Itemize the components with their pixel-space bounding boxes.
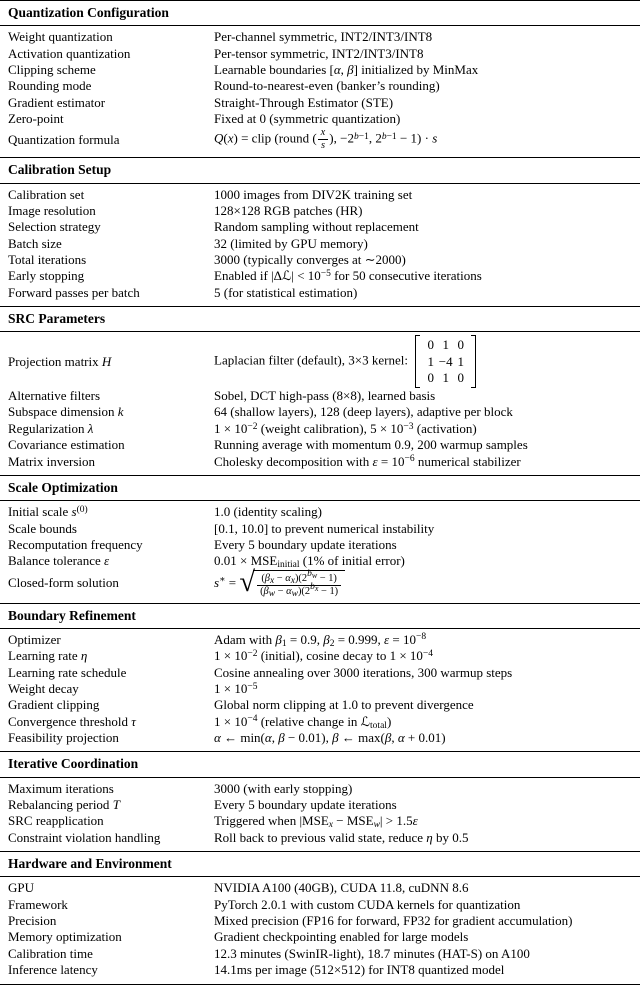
- value-cell: $1 \times 10^{-5}$: [214, 680, 258, 696]
- value-cell: Adam with $\beta_1 = 0.9$, $\beta_2 = 0.999$, $\varepsilon = 10^{-8}$: [214, 631, 427, 649]
- param-cell: Convergence threshold τ: [8, 713, 136, 729]
- param-cell: SRC reapplication: [8, 813, 104, 829]
- value-cell: Cosine annealing over 3000 iterations, 300 warmup steps: [214, 664, 513, 680]
- table-row: [0, 95, 640, 111]
- param-cell: Covariance estimation: [8, 437, 125, 453]
- param-cell: Projection matrix H: [8, 353, 112, 369]
- table-row: [0, 913, 640, 929]
- section-rows: [0, 629, 640, 752]
- value-cell: Learnable boundaries [α, β] initialized by MinMax: [214, 61, 479, 77]
- param-cell: Rebalancing period T: [8, 796, 120, 812]
- value-cell: Laplacian filter (default), 3×3 kernel: 0 1 0 1 −4 1 0 1 0: [214, 335, 632, 388]
- table-row: [0, 504, 640, 520]
- param-cell: Zero-point: [8, 111, 64, 127]
- param-cell: Quantization formula: [8, 131, 120, 147]
- param-cell: Calibration set: [8, 186, 85, 202]
- table-row: [0, 632, 640, 648]
- table-row: [0, 946, 640, 962]
- table-row: [0, 929, 640, 945]
- param-cell: Weight quantization: [8, 29, 113, 45]
- table-section: [0, 475, 640, 603]
- value-cell: Sobel, DCT high-pass (8×8), learned basis: [214, 388, 436, 404]
- table-row: [0, 46, 640, 62]
- table-row: [0, 897, 640, 913]
- table-row: [0, 781, 640, 797]
- section-header: Scale Optimization: [8, 479, 118, 495]
- value-cell: $1 \times 10^{-4}$ (relative change in ℒ$_{total}$): [214, 713, 392, 731]
- section-rows: [0, 778, 640, 852]
- section-rows: [0, 877, 640, 983]
- param-cell: Maximum iterations: [8, 780, 114, 796]
- value-cell: 14.1ms per image (512×512) for INT8 quantized model: [214, 962, 505, 978]
- value-cell: 5 (for statistical estimation): [214, 284, 358, 300]
- table-row: [0, 681, 640, 697]
- table-row: [0, 62, 640, 78]
- table-section: [0, 157, 640, 306]
- table-row: [0, 697, 640, 713]
- table-section: [0, 0, 640, 157]
- value-cell: 3000 (typically converges at ∼2000): [214, 252, 406, 268]
- table-row: [0, 127, 640, 152]
- param-cell: Regularization λ: [8, 420, 94, 436]
- value-cell: Enabled if |Δℒ| < $10^{-5}$ for 50 consecutive iterations: [214, 268, 482, 284]
- value-cell: Cholesky decomposition with $\varepsilon = 10^{-6}$ numerical stabilizer: [214, 453, 521, 469]
- table-row: [0, 268, 640, 284]
- param-cell: Scale bounds: [8, 520, 77, 536]
- value-cell: 128×128 RGB patches (HR): [214, 202, 363, 218]
- value-cell: Triggered when $|MSE_x - MSE_w| > 1.5\varepsilon$: [214, 813, 418, 831]
- table-row: [0, 665, 640, 681]
- param-cell: Memory optimization: [8, 929, 122, 945]
- param-cell: Forward passes per batch: [8, 284, 140, 300]
- table-row: [0, 236, 640, 252]
- value-cell: Per-tensor symmetric, INT2/INT3/INT8: [214, 45, 424, 61]
- param-cell: Learning rate schedule: [8, 664, 127, 680]
- value-cell: α ← min(α, β − 0.01), β ← max(β, α + 0.01): [214, 730, 446, 745]
- value-cell: Every 5 boundary update iterations: [214, 536, 397, 552]
- param-cell: Alternative filters: [8, 388, 101, 404]
- param-cell: Closed-form solution: [8, 575, 119, 591]
- table-bottom-rule: [0, 984, 640, 985]
- value-cell: Running average with momentum 0.9, 200 warmup samples: [214, 437, 528, 453]
- table-row: [0, 437, 640, 453]
- table-row: [0, 421, 640, 437]
- value-cell: NVIDIA A100 (40GB), CUDA 11.8, cuDNN 8.6: [214, 880, 469, 896]
- table-row: [0, 78, 640, 94]
- section-header: Iterative Coordination: [8, 756, 139, 772]
- table-row: [0, 537, 640, 553]
- table-row: [0, 285, 640, 301]
- table-row: [0, 187, 640, 203]
- table-row: [0, 404, 640, 420]
- param-cell: Gradient clipping: [8, 697, 100, 713]
- param-cell: Initial scale $s^{(0)}$: [8, 504, 88, 520]
- table-row: [0, 203, 640, 219]
- table-row: [0, 553, 640, 569]
- param-cell: Learning rate η: [8, 648, 88, 664]
- param-cell: Feasibility projection: [8, 730, 119, 745]
- value-cell: 1000 images from DIV2K training set: [214, 186, 413, 202]
- param-cell: Image resolution: [8, 202, 96, 218]
- value-cell: 32 (limited by GPU memory): [214, 235, 368, 251]
- param-cell: Early stopping: [8, 268, 85, 284]
- section-rows: [0, 501, 640, 602]
- table-row: [0, 714, 640, 730]
- value-cell: Round-to-nearest-even (banker’s rounding): [214, 78, 440, 94]
- section-header: Boundary Refinement: [8, 607, 136, 623]
- table-section: [0, 603, 640, 752]
- value-cell: 3000 (with early stopping): [214, 780, 353, 796]
- value-cell: Roll back to previous valid state, reduce η by 0.5: [214, 829, 469, 845]
- param-cell: Recomputation frequency: [8, 536, 143, 552]
- value-cell: $1 \times 10^{-2}$ (initial), cosine decay to $1 \times 10^{-4}$: [214, 648, 434, 664]
- param-cell: Clipping scheme: [8, 61, 96, 77]
- value-cell: Random sampling without replacement: [214, 219, 419, 235]
- value-cell: Per-channel symmetric, INT2/INT3/INT8: [214, 29, 433, 45]
- value-cell: [0.1, 10.0] to prevent numerical instability: [214, 520, 435, 536]
- param-cell: Balance tolerance ε: [8, 553, 110, 569]
- section-rows: [0, 332, 640, 475]
- table-row: [0, 521, 640, 537]
- param-cell: Calibration time: [8, 945, 93, 961]
- section-header: Hardware and Environment: [8, 856, 172, 872]
- value-cell: 64 (shallow layers), 128 (deep layers), adaptive per block: [214, 404, 513, 420]
- value-cell: Q(x) = clip (round ( $\frac{x}{s}$ ), $-2^{b-1}$, $2^{b-1} - 1) \cdot s$: [214, 127, 438, 152]
- value-cell: s∗ = √ $\frac{(\beta_x - \alpha_x)(2^{b_w} - 1)}{(\beta_w - \alpha_w)(2^{b_x} - 1)}$: [214, 570, 632, 598]
- table-row: [0, 252, 640, 268]
- param-cell: Selection strategy: [8, 219, 101, 235]
- table-row: [0, 335, 640, 388]
- section-header: Calibration Setup: [8, 162, 112, 178]
- table-row: [0, 219, 640, 235]
- table-row: [0, 830, 640, 846]
- table-row: [0, 454, 640, 470]
- table-section: [0, 751, 640, 851]
- value-cell: Fixed at 0 (symmetric quantization): [214, 111, 401, 127]
- param-cell: Batch size: [8, 235, 62, 251]
- table-section: [0, 851, 640, 983]
- table-row: [0, 962, 640, 978]
- value-cell: Gradient checkpointing enabled for large models: [214, 929, 469, 945]
- param-cell: Subspace dimension k: [8, 404, 124, 420]
- param-cell: Optimizer: [8, 631, 61, 647]
- section-header: SRC Parameters: [8, 311, 106, 327]
- value-cell: Straight-Through Estimator (STE): [214, 94, 394, 110]
- section-rows: [0, 184, 640, 307]
- value-cell: Every 5 boundary update iterations: [214, 796, 397, 812]
- param-cell: Weight decay: [8, 680, 79, 696]
- param-cell: GPU: [8, 880, 35, 896]
- value-cell: $1 \times 10^{-2}$ (weight calibration), $5 \times 10^{-3}$ (activation): [214, 420, 477, 436]
- param-cell: Matrix inversion: [8, 453, 96, 469]
- value-cell: Mixed precision (FP16 for forward, FP32 for gradient accumulation): [214, 913, 573, 928]
- param-cell: Framework: [8, 896, 68, 912]
- param-cell: Inference latency: [8, 962, 98, 978]
- value-cell: 12.3 minutes (SwinIR-light), 18.7 minutes (HAT-S) on A100: [214, 945, 530, 961]
- param-cell: Gradient estimator: [8, 94, 106, 110]
- table-row: [0, 567, 640, 599]
- table-row: [0, 29, 640, 45]
- table-row: [0, 388, 640, 404]
- table-section: [0, 306, 640, 475]
- param-cell: Constraint violation handling: [8, 829, 161, 845]
- table-row: [0, 648, 640, 664]
- table-row: [0, 111, 640, 127]
- param-cell: Activation quantization: [8, 45, 131, 61]
- value-cell: PyTorch 2.0.1 with custom CUDA kernels for quantization: [214, 896, 521, 912]
- value-cell: $0.01 \times MSE_{initial}$ (1% of initial error): [214, 553, 405, 571]
- table-row: [0, 813, 640, 829]
- table-row: [0, 880, 640, 896]
- param-cell: Total iterations: [8, 252, 87, 268]
- value-cell: 1.0 (identity scaling): [214, 504, 322, 520]
- table-row: [0, 797, 640, 813]
- param-cell: Precision: [8, 913, 57, 928]
- value-cell: Global norm clipping at 1.0 to prevent divergence: [214, 697, 474, 713]
- param-cell: Rounding mode: [8, 78, 92, 94]
- table-row: [0, 730, 640, 746]
- section-header: Quantization Configuration: [8, 5, 169, 20]
- section-rows: [0, 26, 640, 157]
